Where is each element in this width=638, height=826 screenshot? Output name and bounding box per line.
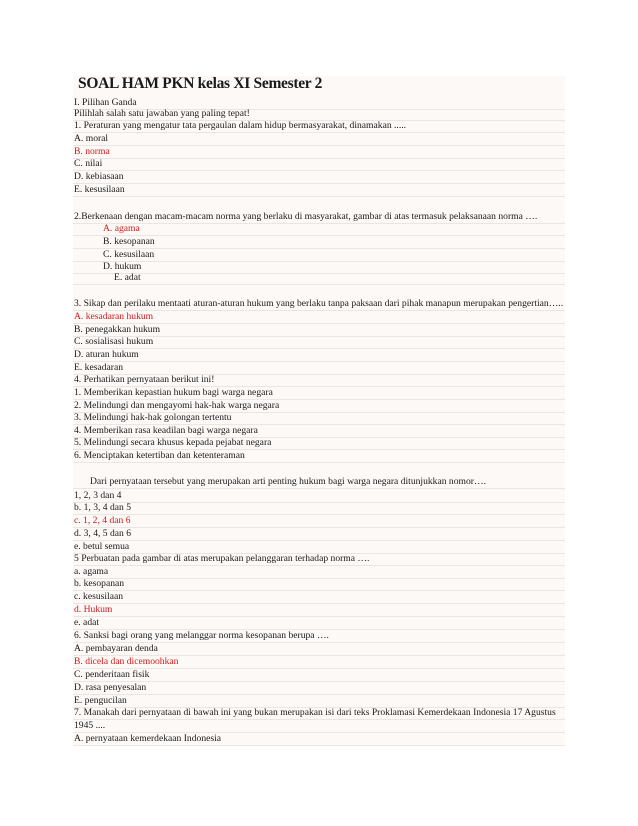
line-separator bbox=[73, 745, 565, 746]
document-line: C. sosialisasi hukum bbox=[74, 336, 154, 347]
document-line: D. aturan hukum bbox=[74, 349, 139, 360]
document-line: 1. Peraturan yang mengatur tata pergaulan dalam hidup bermasyarakat, dinamakan ..... bbox=[74, 120, 407, 131]
document-line: 2.Berkenaan dengan macam-macam norma yang berlaku di masyarakat, gambar di atas termasuk pelaksanaan norma …. bbox=[74, 211, 538, 222]
document-line: B. penegakkan hukum bbox=[74, 324, 161, 335]
document-line: d. 3, 4, 5 dan 6 bbox=[74, 528, 132, 539]
document-line: b. 1, 3, 4 dan 5 bbox=[74, 502, 132, 513]
document-line: I. Pilihan Ganda bbox=[74, 97, 137, 108]
document-line: Pilihlah salah satu jawaban yang paling tepat! bbox=[74, 108, 250, 119]
document-line: A. moral bbox=[74, 133, 109, 144]
document-line: 3. Melindungi hak-hak golongan tertentu bbox=[74, 412, 232, 423]
document-line: 6. Menciptakan ketertiban dan ketenteraman bbox=[74, 450, 245, 461]
document-line: 6. Sanksi bagi orang yang melanggar norma kesopanan berupa …. bbox=[74, 630, 329, 641]
document-line: 5. Melindungi secara khusus kepada pejabat negara bbox=[74, 437, 272, 448]
document-line: e. betul semua bbox=[74, 541, 130, 552]
document-line: E. kesadaran bbox=[74, 362, 124, 373]
document-line: E. adat bbox=[114, 272, 141, 283]
document-line: e. adat bbox=[74, 617, 100, 628]
line-separator bbox=[73, 284, 565, 285]
document-line: D. rasa penyesalan bbox=[74, 682, 147, 693]
document-line: Dari pernyataan tersebut yang merupakan arti penting hukum bagi warga negara ditunjukkan nomor…. bbox=[90, 476, 486, 487]
document-line: c. kesusilaan bbox=[74, 591, 124, 602]
document-line: d. Hukum bbox=[74, 604, 113, 615]
document-line: b. kesopanan bbox=[74, 578, 125, 589]
line-separator bbox=[73, 488, 565, 489]
document-line: B. kesopanan bbox=[103, 236, 155, 247]
document-line: 1945 .... bbox=[74, 720, 106, 731]
document-line: 3. Sikap dan perilaku mentaati aturan-aturan hukum yang berlaku tanpa paksaan dari pihak manapun merupakan pengertian….. bbox=[74, 298, 564, 309]
document-line: 4. Memberikan rasa keadilan bagi warga negara bbox=[74, 425, 258, 436]
line-separator bbox=[73, 196, 565, 197]
document-line: E. pengucilan bbox=[74, 695, 127, 706]
document-line: 7. Manakah dari pernyataan di bawah ini yang bukan merupakan isi dari teks Proklamasi Kemerdekaan Indonesia 17 Agustus bbox=[74, 707, 556, 718]
document-line: C. nilai bbox=[74, 158, 103, 169]
document-title: SOAL HAM PKN kelas XI Semester 2 bbox=[78, 75, 323, 92]
document-line: B. dicela dan dicemoohkan bbox=[74, 656, 179, 667]
document-line: a. agama bbox=[74, 566, 109, 577]
document-line: 1. Memberikan kepastian hukum bagi warga negara bbox=[74, 387, 273, 398]
line-separator bbox=[73, 462, 565, 463]
document-line: 5 Perbuatan pada gambar di atas merupakan pelanggaran terhadap norma …. bbox=[74, 553, 370, 564]
document-line: A. pembayaran denda bbox=[74, 643, 158, 654]
document-line: C. penderitaan fisik bbox=[74, 669, 150, 680]
document-line: D. hukum bbox=[103, 261, 142, 272]
document-line: A. kesadaran hukum bbox=[74, 311, 154, 322]
document-line: 2. Melindungi dan mengayomi hak-hak warga negara bbox=[74, 400, 280, 411]
document-line: C. kesusilaan bbox=[103, 249, 155, 260]
document-line: 4. Perhatikan pernyataan berikut ini! bbox=[74, 374, 215, 385]
document-line: A. pernyataan kemerdekaan Indonesia bbox=[74, 733, 222, 744]
document-line: 1, 2, 3 dan 4 bbox=[74, 490, 122, 501]
document-line: A. agama bbox=[103, 223, 140, 234]
document-line: D. kebiasaan bbox=[74, 171, 124, 182]
document-line: E. kesusilaan bbox=[74, 184, 125, 195]
document-line: c. 1, 2, 4 dan 6 bbox=[74, 515, 131, 526]
document-line: B. norma bbox=[74, 146, 110, 157]
